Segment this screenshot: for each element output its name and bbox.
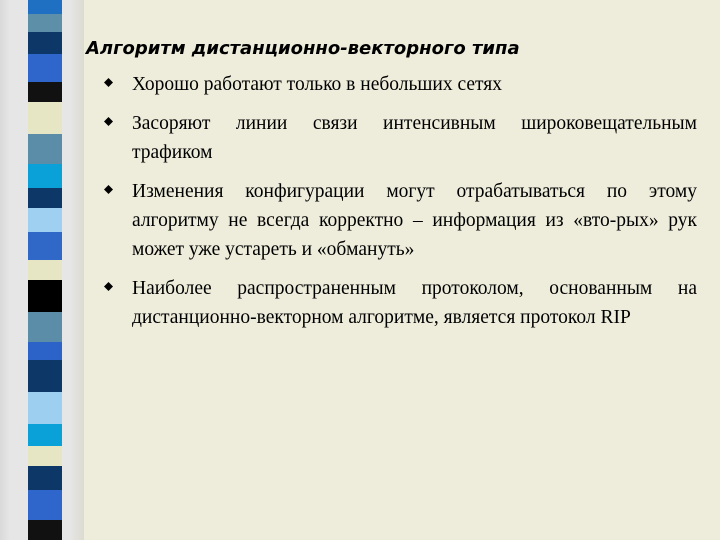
bullet-text: Хорошо работают только в небольших сетях: [132, 74, 502, 95]
stripe-block: [28, 490, 62, 520]
stripe-blocks: [22, 0, 70, 540]
diamond-bullet-icon: [104, 117, 113, 126]
bullet-item: [100, 70, 697, 99]
stripe-block: [28, 342, 62, 360]
stripe-block: [28, 0, 62, 14]
diamond-bullet-icon: [104, 282, 113, 291]
stripe-block: [28, 188, 62, 208]
stripe-block: [28, 520, 62, 540]
stripe-block: [28, 32, 62, 54]
decorative-stripe: [22, 0, 70, 540]
diamond-bullet-icon: [104, 78, 113, 87]
stripe-block: [28, 280, 62, 312]
bullet-list: [100, 70, 697, 342]
stripe-block: [28, 208, 62, 232]
bullet-text: Изменения конфигурации могут отрабатываться по этому алгоритму не всегда корректно – информация из «вто-рых» рук может уже устареть и «обмануть»: [132, 181, 697, 260]
diamond-bullet-icon: [104, 185, 113, 194]
bullet-text: Наиболее распространенным протоколом, основанным на дистанционно-векторном алгоритме, является протокол RIP: [132, 278, 697, 328]
stripe-block: [28, 424, 62, 446]
stripe-block: [28, 102, 62, 134]
stripe-block: [28, 14, 62, 32]
stripe-block: [28, 392, 62, 424]
bullet-item: [100, 109, 697, 167]
stripe-block: [28, 232, 62, 260]
bullet-text: Засоряют линии связи интенсивным широковещательным трафиком: [132, 113, 697, 163]
stripe-block: [28, 134, 62, 164]
stripe-block: [28, 360, 62, 392]
stripe-block: [28, 312, 62, 342]
slide-title: Алгоритм дистанционно-векторного типа: [86, 38, 520, 59]
stripe-block: [28, 164, 62, 188]
stripe-block: [28, 446, 62, 466]
bullet-item: [100, 274, 697, 332]
bullet-item: [100, 177, 697, 264]
stripe-block: [28, 466, 62, 490]
stripe-block: [28, 82, 62, 102]
stripe-block: [28, 54, 62, 82]
stripe-block: [28, 260, 62, 280]
